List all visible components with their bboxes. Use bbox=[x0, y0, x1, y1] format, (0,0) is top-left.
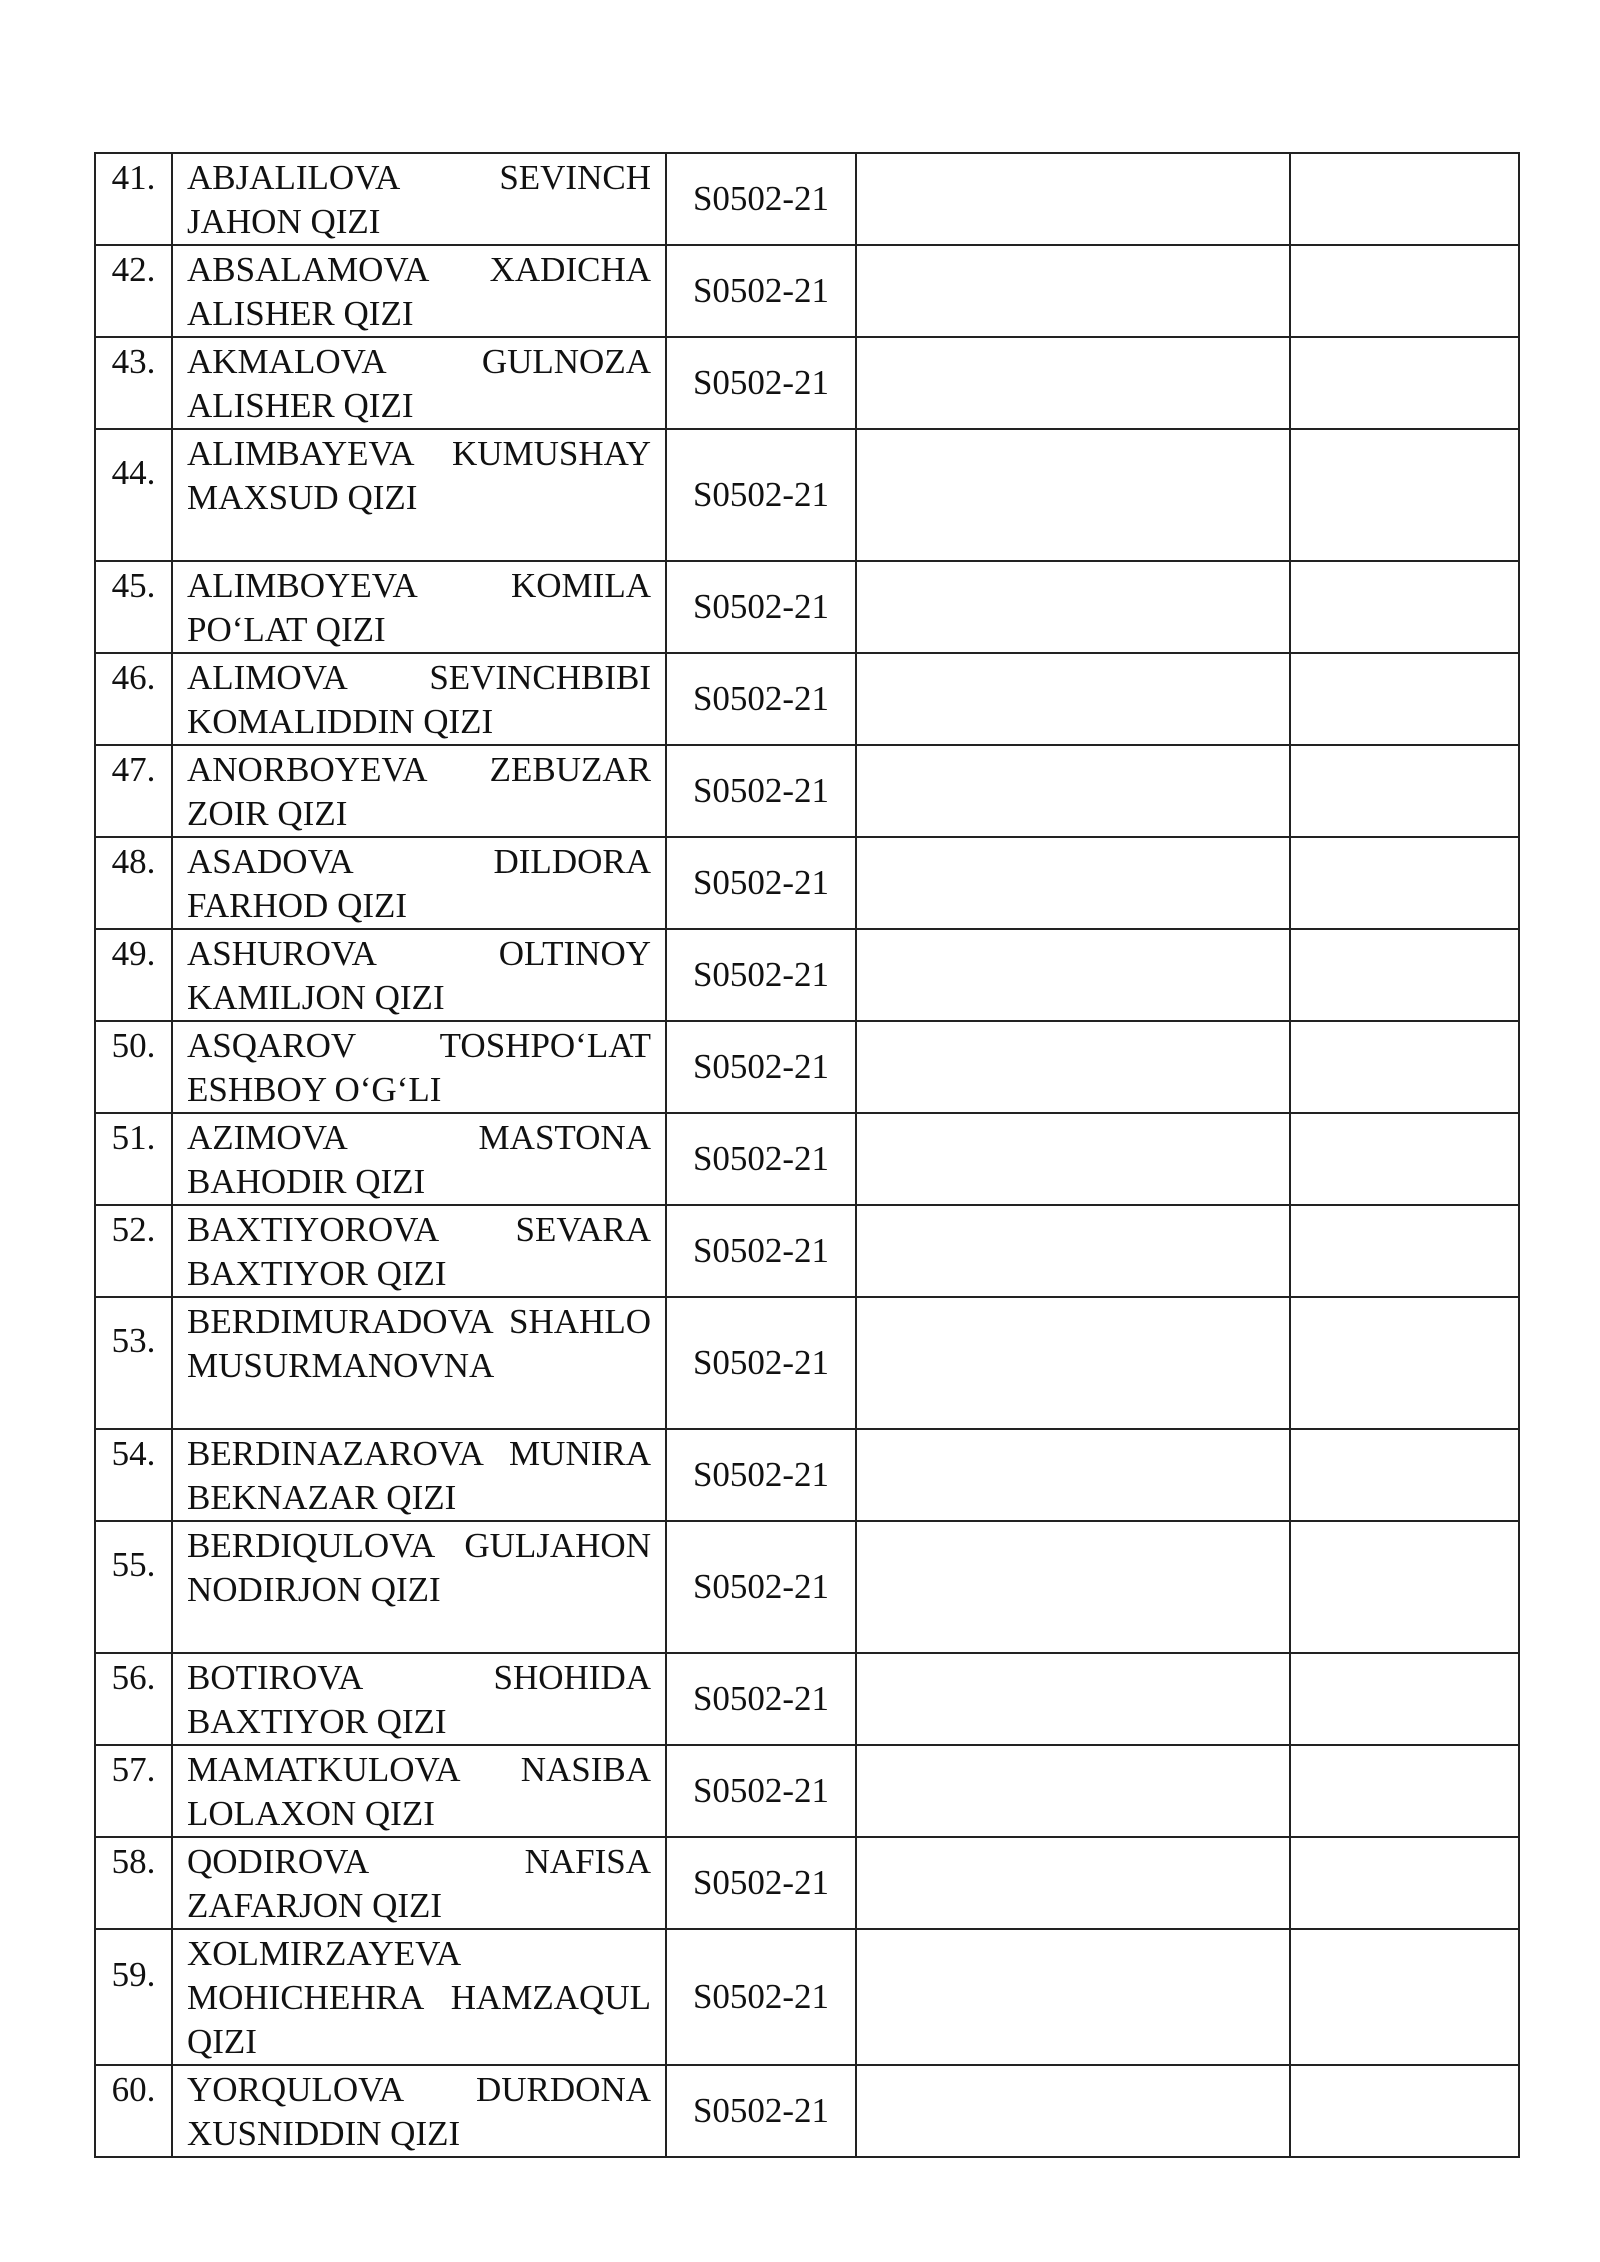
group-code: S0502-21 bbox=[666, 837, 856, 929]
row-number: 41. bbox=[111, 158, 156, 197]
empty-cell bbox=[1290, 745, 1519, 837]
row-number: 55. bbox=[111, 1545, 156, 1584]
student-name: YORQULOVA DURDONA XUSNIDDIN QIZI bbox=[172, 2065, 666, 2157]
empty-cell bbox=[1290, 1113, 1519, 1205]
student-name: ALIMBOYEVA KOMILA PO‘LAT QIZI bbox=[172, 561, 666, 653]
row-number: 48. bbox=[111, 842, 156, 881]
student-name: ANORBOYEVA ZEBUZAR ZOIR QIZI bbox=[172, 745, 666, 837]
student-name: AZIMOVA MASTONA BAHODIR QIZI bbox=[172, 1113, 666, 1205]
row-number-cell bbox=[95, 1837, 172, 1929]
empty-cell bbox=[856, 429, 1290, 561]
row-number-cell bbox=[95, 1653, 172, 1745]
student-name: ABSALAMOVA XADICHA ALISHER QIZI bbox=[172, 245, 666, 337]
row-number: 58. bbox=[111, 1842, 156, 1881]
student-name: BERDIQULOVA GULJAHON NODIRJON QIZI bbox=[172, 1521, 666, 1653]
row-number: 47. bbox=[111, 750, 156, 789]
empty-cell bbox=[856, 1429, 1290, 1521]
empty-cell bbox=[1290, 1021, 1519, 1113]
empty-cell bbox=[1290, 337, 1519, 429]
empty-cell bbox=[856, 337, 1290, 429]
table-row bbox=[95, 929, 1519, 1021]
row-number-cell bbox=[95, 1113, 172, 1205]
empty-cell bbox=[856, 929, 1290, 1021]
student-name: BERDIMURADOVA SHAHLO MUSURMANOVNA bbox=[172, 1297, 666, 1429]
empty-cell bbox=[856, 561, 1290, 653]
student-name: BAXTIYOROVA SEVARA BAXTIYOR QIZI bbox=[172, 1205, 666, 1297]
student-roster-table bbox=[94, 152, 1520, 2158]
row-number-cell bbox=[95, 1021, 172, 1113]
group-code: S0502-21 bbox=[666, 2065, 856, 2157]
table-row bbox=[95, 1205, 1519, 1297]
table-row bbox=[95, 1297, 1519, 1429]
row-number: 50. bbox=[111, 1026, 156, 1065]
student-name: ALIMOVA SEVINCHBIBI KOMALIDDIN QIZI bbox=[172, 653, 666, 745]
empty-cell bbox=[856, 745, 1290, 837]
row-number: 60. bbox=[111, 2070, 156, 2109]
empty-cell bbox=[856, 1021, 1290, 1113]
group-code: S0502-21 bbox=[666, 1021, 856, 1113]
empty-cell bbox=[856, 1521, 1290, 1653]
group-code: S0502-21 bbox=[666, 929, 856, 1021]
empty-cell bbox=[1290, 1521, 1519, 1653]
row-number: 45. bbox=[111, 566, 156, 605]
row-number-cell bbox=[95, 337, 172, 429]
student-name: ALIMBAYEVA KUMUSHAY MAXSUD QIZI bbox=[172, 429, 666, 561]
table-row bbox=[95, 1745, 1519, 1837]
group-code: S0502-21 bbox=[666, 1297, 856, 1429]
table-row bbox=[95, 153, 1519, 245]
group-code: S0502-21 bbox=[666, 1113, 856, 1205]
row-number: 56. bbox=[111, 1658, 156, 1697]
row-number-cell bbox=[95, 837, 172, 929]
row-number-cell bbox=[95, 1929, 172, 2065]
group-code: S0502-21 bbox=[666, 1429, 856, 1521]
empty-cell bbox=[1290, 2065, 1519, 2157]
table-row bbox=[95, 837, 1519, 929]
group-code: S0502-21 bbox=[666, 653, 856, 745]
empty-cell bbox=[856, 837, 1290, 929]
empty-cell bbox=[856, 653, 1290, 745]
table-row bbox=[95, 245, 1519, 337]
table-row bbox=[95, 1113, 1519, 1205]
empty-cell bbox=[1290, 1929, 1519, 2065]
table-row bbox=[95, 745, 1519, 837]
row-number-cell bbox=[95, 1297, 172, 1429]
row-number: 46. bbox=[111, 658, 156, 697]
row-number-cell bbox=[95, 1429, 172, 1521]
row-number-cell bbox=[95, 561, 172, 653]
empty-cell bbox=[856, 1205, 1290, 1297]
empty-cell bbox=[1290, 837, 1519, 929]
student-name: MAMATKULOVA NASIBA LOLAXON QIZI bbox=[172, 1745, 666, 1837]
student-name: QODIROVA NAFISA ZAFARJON QIZI bbox=[172, 1837, 666, 1929]
table-row bbox=[95, 1521, 1519, 1653]
row-number-cell bbox=[95, 429, 172, 561]
table-row bbox=[95, 429, 1519, 561]
student-name: XOLMIRZAYEVA MOHICHEHRA HAMZAQUL QIZI bbox=[172, 1929, 666, 2065]
empty-cell bbox=[856, 1837, 1290, 1929]
group-code: S0502-21 bbox=[666, 245, 856, 337]
empty-cell bbox=[856, 1297, 1290, 1429]
student-name: ASHUROVA OLTINOY KAMILJON QIZI bbox=[172, 929, 666, 1021]
empty-cell bbox=[856, 153, 1290, 245]
table-row bbox=[95, 337, 1519, 429]
group-code: S0502-21 bbox=[666, 1837, 856, 1929]
empty-cell bbox=[1290, 1297, 1519, 1429]
row-number: 44. bbox=[111, 453, 156, 492]
row-number: 57. bbox=[111, 1750, 156, 1789]
row-number-cell bbox=[95, 929, 172, 1021]
empty-cell bbox=[856, 1653, 1290, 1745]
group-code: S0502-21 bbox=[666, 1521, 856, 1653]
table-row bbox=[95, 653, 1519, 745]
student-name: ASQAROV TOSHPO‘LAT ESHBOY O‘G‘LI bbox=[172, 1021, 666, 1113]
group-code: S0502-21 bbox=[666, 1205, 856, 1297]
row-number: 51. bbox=[111, 1118, 156, 1157]
empty-cell bbox=[856, 1929, 1290, 2065]
table-row bbox=[95, 1021, 1519, 1113]
row-number-cell bbox=[95, 153, 172, 245]
table-row bbox=[95, 1837, 1519, 1929]
empty-cell bbox=[856, 1745, 1290, 1837]
empty-cell bbox=[856, 2065, 1290, 2157]
empty-cell bbox=[1290, 153, 1519, 245]
student-name: ASADOVA DILDORA FARHOD QIZI bbox=[172, 837, 666, 929]
empty-cell bbox=[856, 245, 1290, 337]
empty-cell bbox=[1290, 929, 1519, 1021]
empty-cell bbox=[1290, 653, 1519, 745]
table-row bbox=[95, 2065, 1519, 2157]
row-number-cell bbox=[95, 1745, 172, 1837]
row-number-cell bbox=[95, 2065, 172, 2157]
table-row bbox=[95, 1653, 1519, 1745]
empty-cell bbox=[1290, 1745, 1519, 1837]
empty-cell bbox=[1290, 1205, 1519, 1297]
roster-body bbox=[95, 153, 1519, 2157]
row-number: 59. bbox=[111, 1955, 156, 1994]
student-name: ABJALILOVA SEVINCH JAHON QIZI bbox=[172, 153, 666, 245]
row-number-cell bbox=[95, 653, 172, 745]
empty-cell bbox=[1290, 245, 1519, 337]
group-code: S0502-21 bbox=[666, 1929, 856, 2065]
group-code: S0502-21 bbox=[666, 337, 856, 429]
group-code: S0502-21 bbox=[666, 561, 856, 653]
table-row bbox=[95, 1429, 1519, 1521]
student-name: AKMALOVA GULNOZA ALISHER QIZI bbox=[172, 337, 666, 429]
empty-cell bbox=[1290, 1837, 1519, 1929]
table-row bbox=[95, 1929, 1519, 2065]
row-number: 43. bbox=[111, 342, 156, 381]
empty-cell bbox=[1290, 1429, 1519, 1521]
empty-cell bbox=[1290, 429, 1519, 561]
row-number-cell bbox=[95, 1205, 172, 1297]
group-code: S0502-21 bbox=[666, 429, 856, 561]
empty-cell bbox=[1290, 561, 1519, 653]
row-number: 42. bbox=[111, 250, 156, 289]
row-number-cell bbox=[95, 245, 172, 337]
empty-cell bbox=[856, 1113, 1290, 1205]
row-number: 52. bbox=[111, 1210, 156, 1249]
row-number: 49. bbox=[111, 934, 156, 973]
student-name: BERDINAZAROVA MUNIRA BEKNAZAR QIZI bbox=[172, 1429, 666, 1521]
group-code: S0502-21 bbox=[666, 1745, 856, 1837]
row-number: 54. bbox=[111, 1434, 156, 1473]
group-code: S0502-21 bbox=[666, 1653, 856, 1745]
row-number: 53. bbox=[111, 1321, 156, 1360]
row-number-cell bbox=[95, 745, 172, 837]
table-row bbox=[95, 561, 1519, 653]
group-code: S0502-21 bbox=[666, 745, 856, 837]
group-code: S0502-21 bbox=[666, 153, 856, 245]
row-number-cell bbox=[95, 1521, 172, 1653]
empty-cell bbox=[1290, 1653, 1519, 1745]
student-name: BOTIROVA SHOHIDA BAXTIYOR QIZI bbox=[172, 1653, 666, 1745]
